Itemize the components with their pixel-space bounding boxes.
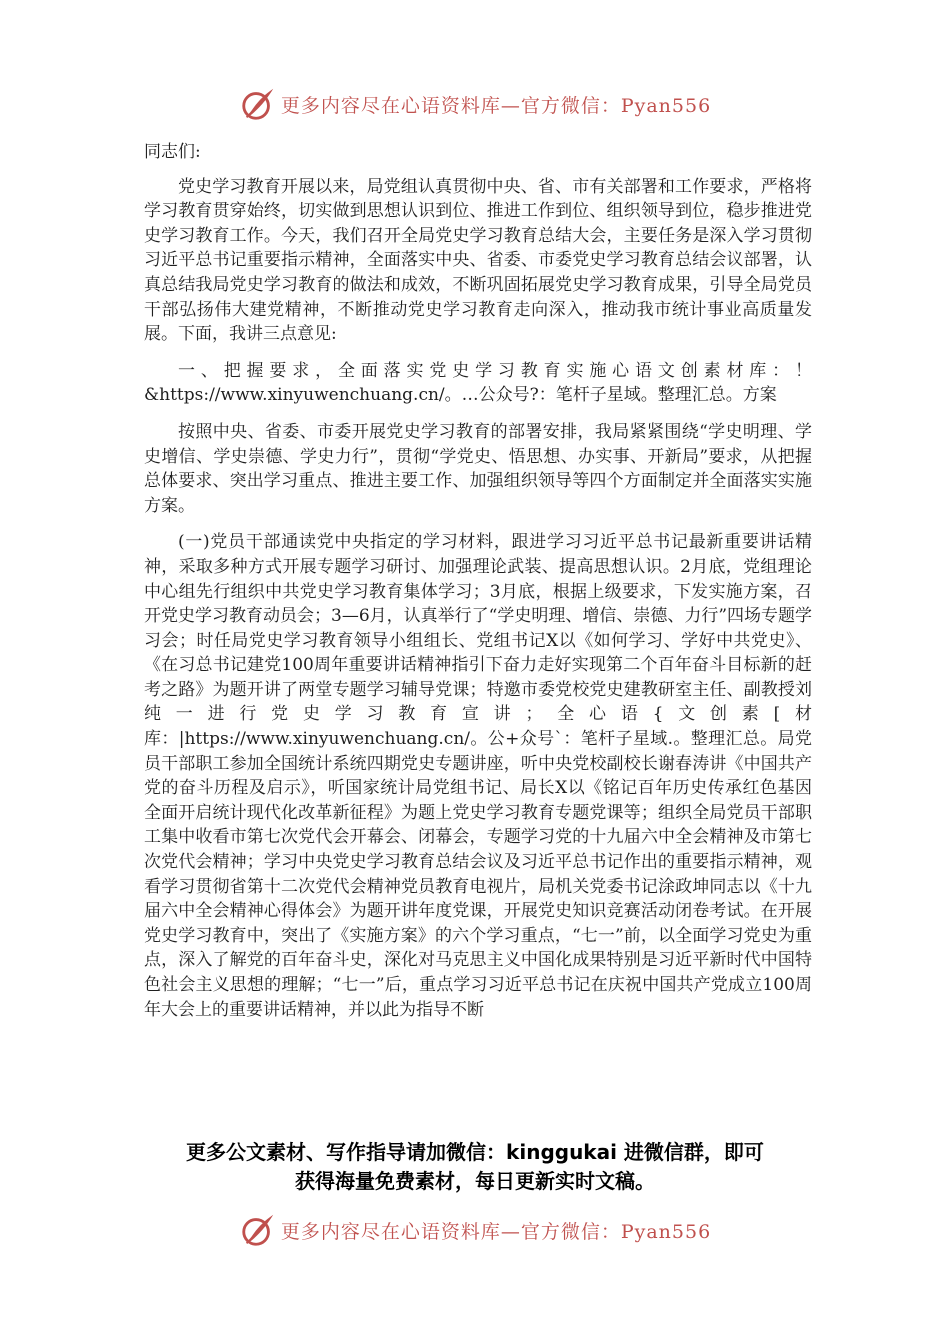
promo-line-1: 更多公文素材、写作指导请加微信：kinggukai 进微信群，即可 (186, 1140, 764, 1164)
plan-paragraph: 按照中央、省委、市委开展党史学习教育的部署安排，我局紧紧围绕“学史明理、学史增信、学史崇德、学史力行”，贯彻“学党史、悟思想、办实事、开新局”要求，从把握总体要求、突出学习重点、推进主要工作、加强组织领导等四个方面制定并全面落实实施方案。 (144, 421, 812, 516)
document-body (144, 140, 812, 1034)
quill-logo-icon (239, 1211, 277, 1249)
salutation: 同志们: (144, 142, 201, 162)
footer-banner-text: 更多内容尽在心语资料库—官方微信：Pyan556 (280, 1220, 712, 1243)
header-banner-text: 更多内容尽在心语资料库—官方微信：Pyan556 (280, 94, 712, 117)
intro-paragraph: 党史学习教育开展以来，局党组认真贯彻中央、省、市有关部署和工作要求，严格将学习教育贯穿始终，切实做到思想认识到位、推进工作到位、组织领导到位，稳步推进党史学习教育工作。今天，我们召开全局党史学习教育总结大会，主要任务是深入学习贯彻习近平总书记重要指示精神，全面落实中央、省委、市委党史学习教育总结会议部署，认真总结我局党史学习教育的做法和成效，不断巩固拓展党史学习教育成果，引导全局党员干部弘扬伟大建党精神，不断推动党史学习教育走向深入，推动我市统计事业高质量发展。下面，我讲三点意见: (144, 176, 812, 345)
section-heading: 一、把握要求，全面落实党史学习教育实施心语文创素材库：！&https://www.xinyuwenchuang.cn/。…公众号?：笔杆子星域。整理汇总。方案 (144, 360, 812, 406)
promo-line-2: 获得海量免费素材，每日更新实时文稿。 (295, 1169, 655, 1193)
study-paragraph: (一)党员干部通读党中央指定的学习材料，跟进学习习近平总书记最新重要讲话精神，采取多种方式开展专题学习研讨、加强理论武装、提高思想认识。2月底，党组理论中心组先行组织中共党史学习教育集体学习；3月底，根据上级要求，下发实施方案，召开党史学习教育动员会；3—6月，认真举行了“学史明理、增信、崇德、力行”四场专题学习会；时任局党史学习教育领导小组组长、党组书记X以《如何学习、学好中共党史》、《在习总书记建党100周年重要讲话精神指引下奋力走好实现第二个百年奋斗目标新的赶考之路》为题开讲了两堂专题学习辅导党课；特邀市委党校党史建教研室主任、副教授刘纯一进行党史学习教育宣讲；全心语{文创素[材库：|https://www.xinyuwenchuang.cn/。公+众号`：笔杆子星域.。整理汇总。局党员干部职工参加全国统计系统四期党史专题讲座，听中央党校副校长谢春涛讲《中国共产党的奋斗历程及启示》，听国家统计局党组书记、局长X以《铭记百年历史传承红色基因 全面开启统计现代化改革新征程》为题上党史学习教育专题党课等；组织全局党员干部职工集中收看市第七次党代会开幕会、闭幕会，专题学习党的十九届六中全会精神及市第七次党代会精神；学习中央党史学习教育总结会议及习近平总书记作出的重要指示精神，观看学习贯彻省第十二次党代会精神党员教育电视片，局机关党委书记涂政坤同志以《十九届六中全会精神心得体会》为题开讲年度党课，开展党史知识竞赛活动闭卷考试。在开展党史学习教育中，突出了《实施方案》的六个学习重点，“七一”前，以全面学习党史为重点，深入了解党的百年奋斗史，深化对马克思主义中国化成果特别是习近平新时代中国特色社会主义思想的理解；“七一”后，重点学习习近平总书记在庆祝中国共产党成立100周年大会上的重要讲话精神，并以此为指导不断 (144, 532, 813, 1020)
quill-logo-icon (239, 85, 277, 123)
header-banner (0, 84, 950, 124)
footer-banner (0, 1210, 950, 1250)
promo-notice (0, 1138, 950, 1196)
